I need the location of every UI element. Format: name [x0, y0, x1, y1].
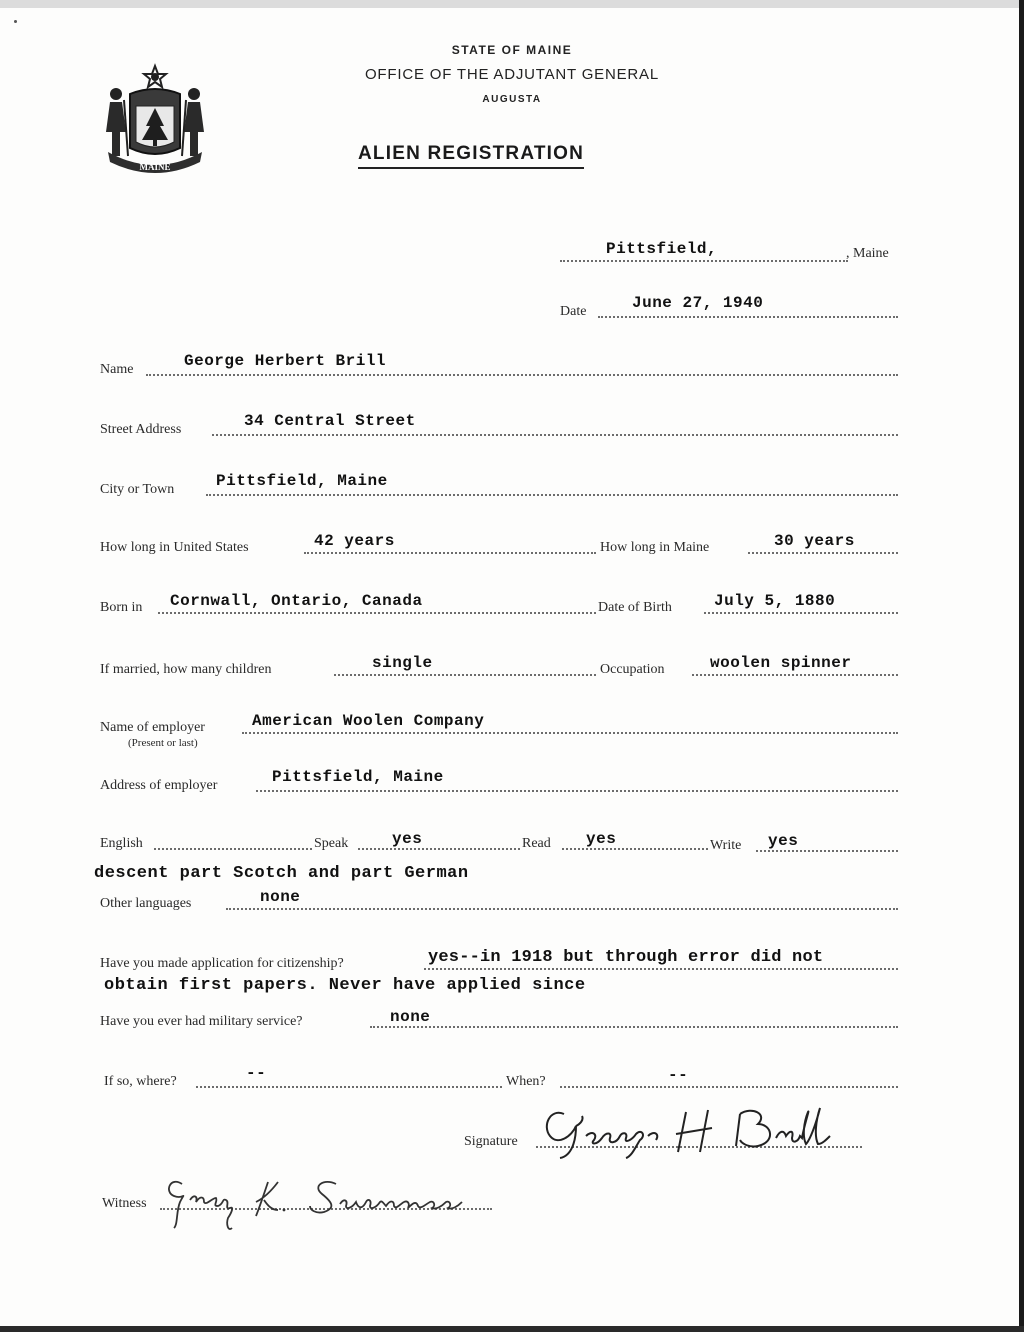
- speak-line: [358, 848, 520, 850]
- english-line: [154, 848, 312, 850]
- birth-date-value: July 5, 1880: [714, 592, 836, 610]
- maine-years-label: How long in Maine: [600, 540, 710, 555]
- witness-signature-image: [160, 1168, 470, 1238]
- name-value: George Herbert Brill: [184, 352, 387, 370]
- form-title: ALIEN REGISTRATION: [358, 143, 584, 169]
- street-line: [212, 434, 898, 436]
- street-value: 34 Central Street: [244, 412, 416, 430]
- maine-years-value: 30 years: [774, 532, 855, 550]
- speak-label: Speak: [314, 836, 349, 851]
- children-label: If married, how many children: [100, 662, 272, 677]
- name-line: [146, 374, 898, 376]
- us-years-label: How long in United States: [100, 540, 249, 555]
- street-label: Street Address: [100, 422, 182, 437]
- other-languages-label: Other languages: [100, 896, 192, 911]
- city-line: [206, 494, 898, 496]
- descent-note: descent part Scotch and part German: [94, 864, 469, 883]
- scan-border-bottom: [0, 1326, 1024, 1332]
- place-town-value: Pittsfield,: [606, 240, 718, 258]
- signature-image: [536, 1100, 856, 1160]
- born-in-value: Cornwall, Ontario, Canada: [170, 592, 423, 610]
- state-of-maine-seal-icon: [100, 60, 210, 180]
- header-city: AUGUSTA: [482, 94, 542, 105]
- place-line: [560, 260, 848, 262]
- when-label: When?: [506, 1074, 546, 1089]
- us-years-line: [304, 552, 596, 554]
- date-line: [598, 316, 898, 318]
- born-in-line: [158, 612, 596, 614]
- occupation-value: woolen spinner: [710, 654, 852, 672]
- city-value: Pittsfield, Maine: [216, 472, 388, 490]
- city-label: City or Town: [100, 482, 175, 497]
- born-in-label: Born in: [100, 600, 143, 615]
- employer-address-line: [256, 790, 898, 792]
- employer-line: [242, 732, 898, 734]
- write-line: [756, 850, 898, 852]
- occupation-label: Occupation: [600, 662, 665, 677]
- write-value: yes: [768, 832, 799, 850]
- military-value: none: [390, 1008, 431, 1026]
- read-value: yes: [586, 830, 617, 848]
- maine-years-line: [748, 552, 898, 554]
- birth-date-label: Date of Birth: [598, 600, 672, 615]
- read-label: Read: [522, 836, 551, 851]
- where-line: [196, 1086, 502, 1088]
- where-value: --: [246, 1064, 267, 1082]
- employer-label: Name of employer: [100, 720, 205, 735]
- scan-border-right: [1019, 0, 1024, 1332]
- employer-address-value: Pittsfield, Maine: [272, 768, 444, 786]
- scan-border-top: [0, 0, 1024, 8]
- other-languages-value: none: [260, 888, 301, 906]
- witness-label: Witness: [102, 1196, 147, 1211]
- citizenship-line: [424, 968, 898, 970]
- where-label: If so, where?: [104, 1074, 177, 1089]
- military-line: [370, 1026, 898, 1028]
- header-office: OFFICE OF THE ADJUTANT GENERAL: [364, 66, 660, 83]
- citizenship-value: yes--in 1918 but through error did not: [428, 948, 824, 967]
- us-years-value: 42 years: [314, 532, 395, 550]
- date-label: Date: [560, 304, 587, 319]
- birth-date-line: [704, 612, 898, 614]
- military-label: Have you ever had military service?: [100, 1014, 303, 1029]
- read-line: [562, 848, 708, 850]
- employer-address-label: Address of employer: [100, 778, 218, 793]
- citizenship-label: Have you made application for citizenship?: [100, 956, 344, 971]
- occupation-line: [692, 674, 898, 676]
- write-label: Write: [710, 838, 742, 853]
- citizenship-continuation: obtain first papers. Never have applied since: [104, 976, 586, 995]
- date-value: June 27, 1940: [632, 294, 764, 312]
- speak-value: yes: [392, 830, 423, 848]
- seal-inscription: MAINE: [139, 162, 171, 172]
- employer-sublabel: (Present or last): [128, 737, 198, 749]
- name-label: Name: [100, 362, 134, 377]
- scan-speck: [14, 20, 17, 23]
- signature-label: Signature: [464, 1134, 518, 1149]
- children-value: single: [372, 654, 433, 672]
- other-languages-line: [226, 908, 898, 910]
- children-line: [334, 674, 596, 676]
- employer-value: American Woolen Company: [252, 712, 485, 730]
- english-label: English: [100, 836, 143, 851]
- when-value: --: [668, 1066, 689, 1084]
- place-suffix-label: , Maine: [846, 246, 889, 261]
- when-line: [560, 1086, 898, 1088]
- header-state: STATE OF MAINE: [451, 43, 573, 57]
